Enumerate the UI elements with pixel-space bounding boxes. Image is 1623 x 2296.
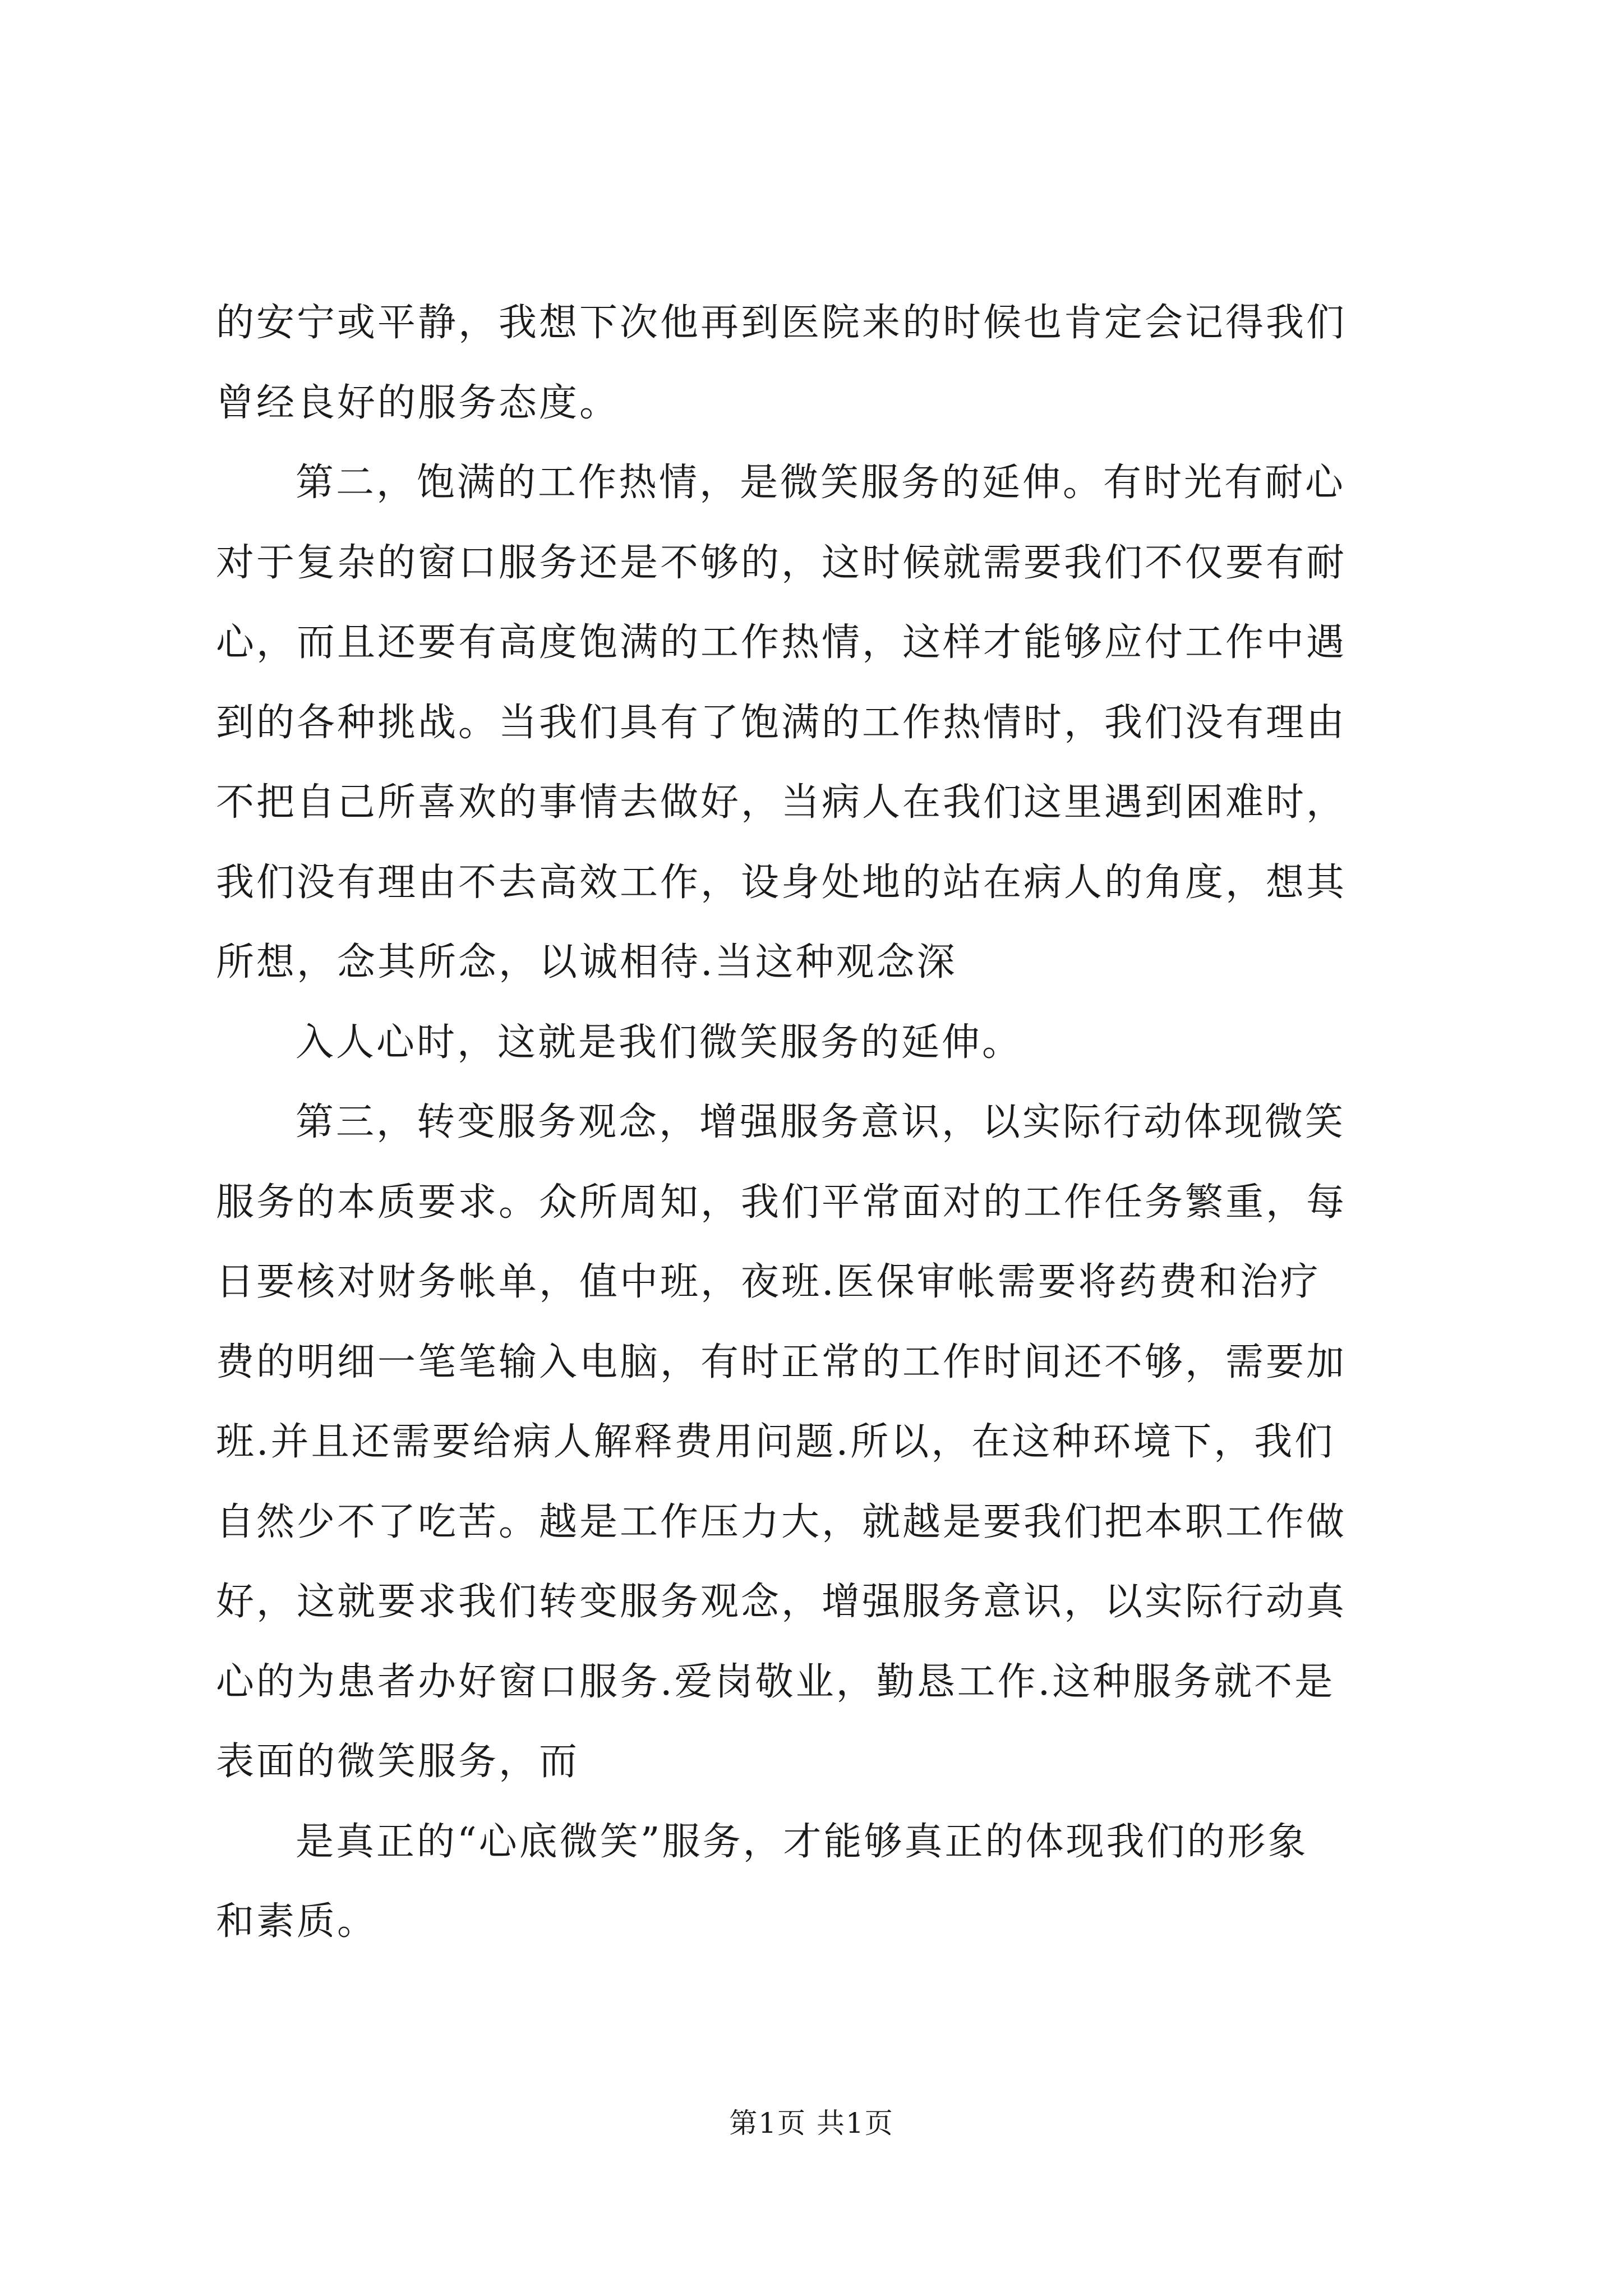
text-line: 自然少不了吃苦。越是工作压力大，就越是要我们把本职工作做 <box>216 1499 1347 1544</box>
text-line: 心，而且还要有高度饱满的工作热情，这样才能够应付工作中遇 <box>216 620 1347 665</box>
text-line: 不把自己所喜欢的事情去做好，当病人在我们这里遇到困难时， <box>216 780 1347 825</box>
text-line: 所想，念其所念，以诚相待.当这种观念深 <box>216 940 957 984</box>
text-line: 曾经良好的服务态度。 <box>216 380 620 425</box>
text-line: 是真正的“心底微笑”服务，才能够真正的体现我们的形象 <box>296 1819 1308 1864</box>
text-line: 和素质。 <box>216 1899 378 1944</box>
text-line: 心的为患者办好窗口服务.爱岗敬业，勤恳工作.这种服务就不是 <box>216 1659 1335 1704</box>
text-line: 对于复杂的窗口服务还是不够的，这时候就需要我们不仅要有耐 <box>216 540 1347 585</box>
page-footer: 第1页 共1页 <box>729 2107 894 2139</box>
text-line: 日要核对财务帐单，值中班，夜班.医保审帐需要将药费和治疗 <box>216 1260 1321 1304</box>
text-line: 费的明细一笔笔输入电脑，有时正常的工作时间还不够，需要加 <box>216 1340 1347 1384</box>
text-line: 第三，转变服务观念，增强服务意识，以实际行动体现微笑 <box>296 1100 1346 1144</box>
text-line: 的安宁或平静，我想下次他再到医院来的时候也肯定会记得我们 <box>216 301 1347 345</box>
text-line: 我们没有理由不去高效工作，设身处地的站在病人的角度，想其 <box>216 860 1347 905</box>
text-line: 入人心时，这就是我们微笑服务的延伸。 <box>296 1020 1023 1065</box>
text-line: 到的各种挑战。当我们具有了饱满的工作热情时，我们没有理由 <box>216 700 1347 745</box>
document-body <box>216 283 1427 1962</box>
text-line: 表面的微笑服务，而 <box>216 1740 580 1784</box>
text-line: 好，这就要求我们转变服务观念，增强服务意识，以实际行动真 <box>216 1580 1347 1624</box>
text-line: 服务的本质要求。众所周知，我们平常面对的工作任务繁重，每 <box>216 1180 1347 1225</box>
text-line: 班.并且还需要给病人解释费用问题.所以，在这种环境下，我们 <box>216 1420 1335 1464</box>
text-line: 第二，饱满的工作热情，是微笑服务的延伸。有时光有耐心 <box>296 461 1346 505</box>
